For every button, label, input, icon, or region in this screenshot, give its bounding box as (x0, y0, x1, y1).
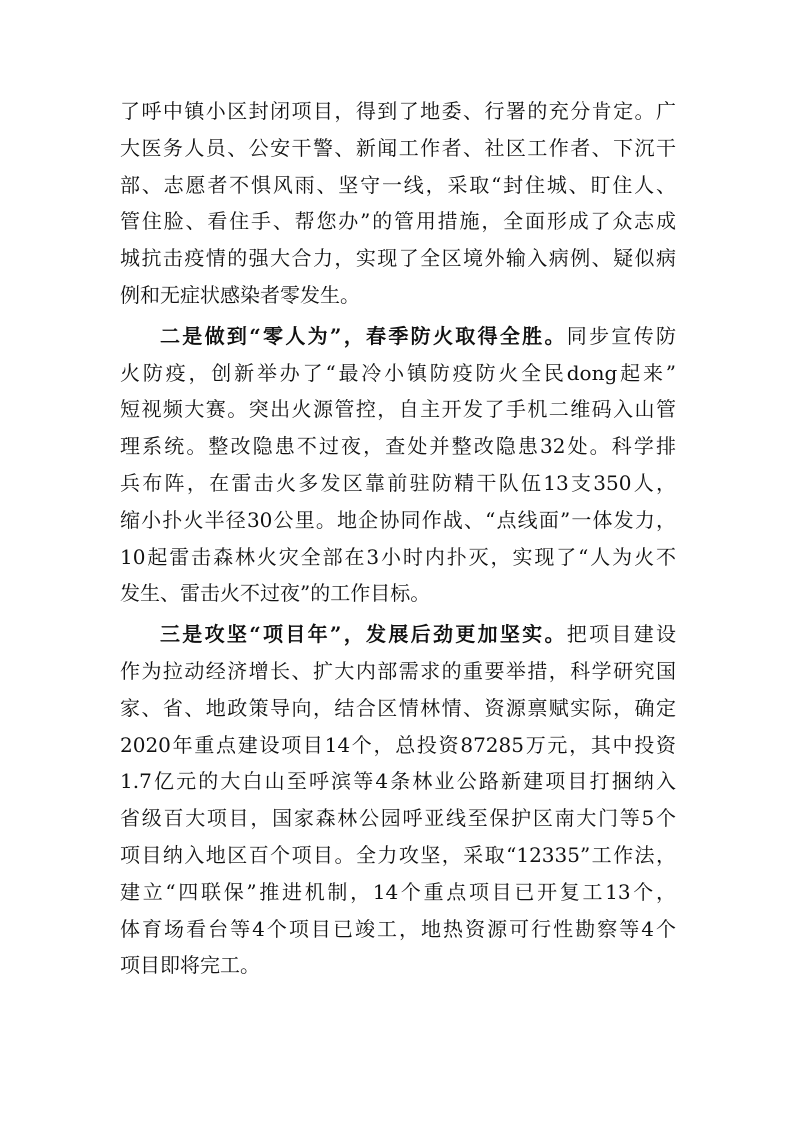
text-line: 家、省、地政策导向，结合区情林情、资源禀赋实际，确定 (120, 695, 676, 720)
paragraph-1 (120, 93, 676, 314)
document-body (120, 93, 676, 984)
text-line: 省级百大项目，国家森林公园呼亚线至保护区南大门等5个 (120, 806, 676, 831)
text-span: 把项目建设 (566, 622, 676, 647)
text-line: 建立“四联保”推进机制，14个重点项目已开复工13个， (120, 879, 676, 904)
paragraph-first-line (120, 318, 676, 355)
text-span: 同步宣传防 (566, 323, 676, 348)
text-line: 理系统。整改隐患不过夜，查处并整改隐患32处。科学排 (120, 434, 676, 459)
text-line: 短视频大赛。突出火源管控，自主开发了手机二维码入山管 (120, 397, 676, 422)
text-line: 火防疫，创新举办了“最冷小镇防疫防火全民dong起来” (120, 360, 676, 385)
text-line: 2020年重点建设项目14个，总投资87285万元，其中投资 (120, 732, 676, 757)
paragraph-2 (120, 318, 676, 612)
paragraph-heading: 三是攻坚“项目年”，发展后劲更加坚实。 (160, 622, 567, 647)
paragraph-heading: 二是做到“零人为”，春季防火取得全胜。 (160, 323, 567, 348)
text-line: 了呼中镇小区封闭项目，得到了地委、行署的充分肯定。广 (120, 99, 676, 123)
paragraph-first-line (120, 616, 676, 653)
text-line: 体育场看台等4个项目已竣工，地热资源可行性勘察等4个 (120, 916, 676, 941)
text-line: 城抗击疫情的强大合力，实现了全区境外输入病例、疑似病 (120, 246, 676, 271)
text-line: 部、志愿者不惧风雨、坚守一线，采取“封住城、盯住人、 (120, 172, 676, 197)
text-line: 1.7亿元的大白山至呼滨等4条林业公路新建项目打捆纳入 (120, 769, 676, 794)
text-line: 项目纳入地区百个项目。全力攻坚，采取“12335”工作法， (120, 842, 676, 867)
text-line: 10起雷击森林火灾全部在3小时内扑灭，实现了“人为火不 (120, 544, 676, 569)
text-line: 管住脸、看住手、帮您办”的管用措施，全面形成了众志成 (120, 209, 676, 234)
text-line: 项目即将完工。 (120, 953, 260, 978)
text-line: 例和无症状感染者零发生。 (120, 282, 360, 307)
text-line: 兵布阵，在雷击火多发区靠前驻防精干队伍13支350人， (120, 470, 676, 495)
paragraph-3 (120, 616, 676, 984)
text-line: 缩小扑火半径30公里。地企协同作战、“点线面”一体发力， (120, 507, 676, 532)
text-line: 发生、雷击火不过夜”的工作目标。 (120, 581, 431, 606)
text-line: 大医务人员、公安干警、新闻工作者、社区工作者、下沉干 (120, 135, 676, 160)
text-line: 作为拉动经济增长、扩大内部需求的重要举措，科学研究国 (120, 658, 676, 683)
